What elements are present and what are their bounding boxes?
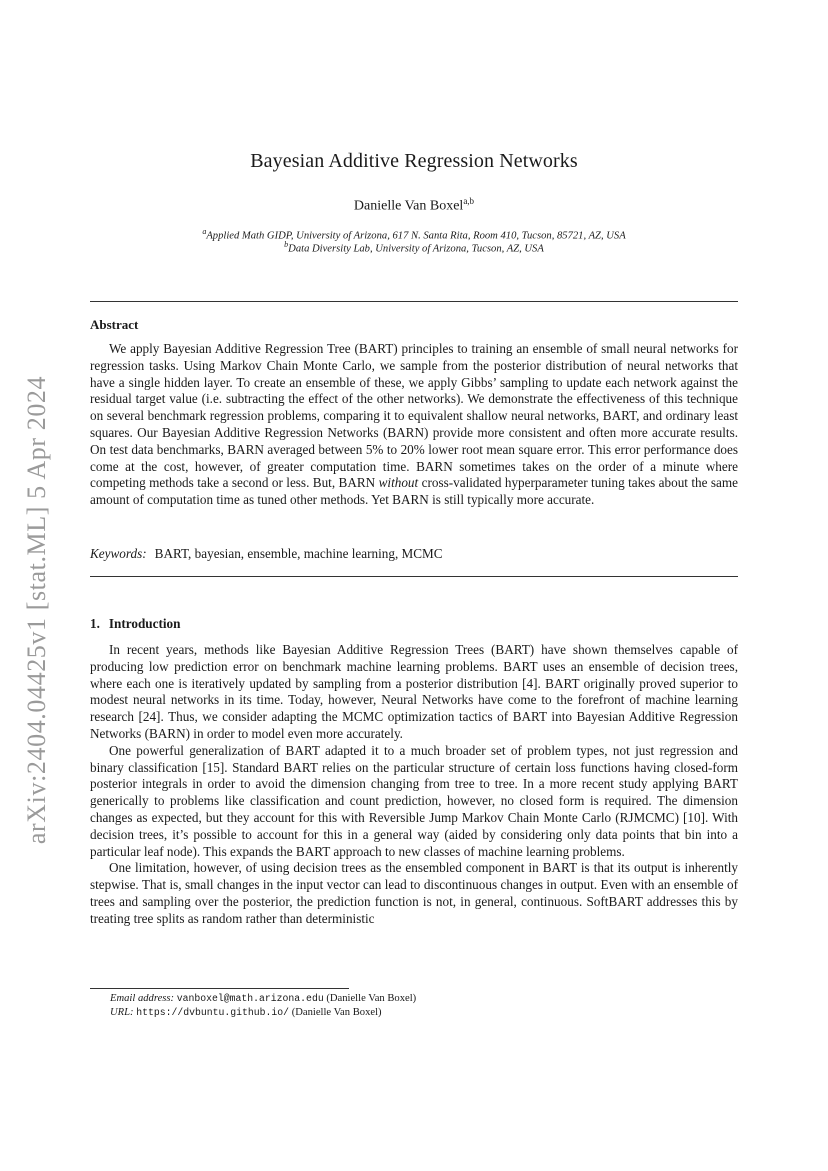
affiliation-b-text: Data Diversity Lab, University of Arizona, Tucson, AZ, USA (288, 243, 544, 255)
affiliation-a-text: Applied Math GIDP, University of Arizona, 617 N. Santa Rita, Room 410, Tucson, 85721, AZ, USA (206, 230, 626, 242)
author-line (90, 196, 738, 215)
abstract-heading: Abstract (90, 317, 139, 332)
email-owner: (Danielle Van Boxel) (326, 993, 417, 1004)
abstract-emphasis: without (378, 475, 419, 491)
affiliation-b-mark: b (284, 240, 289, 249)
author-name: Danielle Van Boxel (353, 198, 464, 214)
keywords-value: BART, bayesian, ensemble, machine learning, MCMC (154, 546, 443, 561)
url-label: URL: (110, 1007, 134, 1018)
footnote-rule (90, 988, 349, 989)
email-address-link[interactable]: vanboxel@math.arizona.edu (176, 993, 324, 1004)
url-owner: (Danielle Van Boxel) (291, 1007, 382, 1018)
arxiv-identifier-text: arXiv:2404.04425v1 [stat.ML] 5 Apr 2024 (22, 375, 51, 845)
introduction-paragraph-1: In recent years, methods like Bayesian Additive Regression Trees (BART) have shown themselves capable of producing low prediction error on benchmark machine learning problems. BART uses an ensemble of decision trees, where each one is iteratively updated by sampling from a posterior distribution [4]. BART originally proved superior to modest neural networks in its time. Today, however, Neural Networks have come to the forefront of machine learning research [24]. Thus, we consider adapting the MCMC optimization tactics of BART into Bayesian Additive Regression Networks (BARN) in order to model even more accurately. (90, 642, 738, 741)
homepage-url-link[interactable]: https://dvbuntu.github.io/ (136, 1007, 290, 1018)
footnote-url (90, 1006, 738, 1020)
email-label: Email address: (110, 993, 175, 1004)
section-number: 1. (90, 616, 100, 631)
arxiv-identifier-stamp (13, 360, 61, 860)
introduction-body (90, 642, 738, 928)
introduction-paragraph-2: One powerful generalization of BART adapted it to a much broader set of problem types, not just regression and binary classification [15]. Standard BART relies on the particular structure of certain loss functions having closed-form posterior integrals in order to avoid the dimension changing from tree to tree. In a more recent study applying BART generically to problems like classification and count prediction, however, no closed form is required. The dimension changes as expected, but they account for this with Reversible Jump Markov Chain Monte Carlo (RJMCMC) [10]. With decision trees, it’s possible to account for this in a general way (aided by considering only data points that bin into a particular leaf node). This expands the BART approach to new classes of machine learning problems. (90, 742, 738, 859)
keywords-label: Keywords: (90, 546, 147, 561)
paper-title: Bayesian Additive Regression Networks (250, 150, 578, 172)
author-affiliation-marks: a,b (463, 196, 475, 206)
footnote-email (90, 992, 738, 1006)
abstract-top-rule (90, 301, 738, 302)
section-heading-introduction (90, 616, 180, 632)
affiliation-b (90, 240, 738, 255)
keywords-line (90, 546, 738, 563)
section-title: Introduction (108, 616, 181, 631)
abstract-text-part-2: cross-validated hyperparameter tuning takes about the same amount of computation time as tuned other methods. Yet BARN is still typically more accurate. (90, 475, 739, 508)
introduction-paragraph-3: One limitation, however, of using decision trees as the ensembled component in BART is that its output is inherently stepwise. That is, small changes in the input vector can lead to discontinuous changes in output. Even with an ensemble of trees and sampling over the posterior, the prediction function is not, in general, continuous. SoftBART addresses this by treating tree splits as random rather than deterministic (90, 860, 738, 926)
abstract-text (90, 341, 738, 509)
abstract-bottom-rule (90, 576, 738, 577)
abstract-text-part-1: We apply Bayesian Additive Regression Tree (BART) principles to training an ensemble of small neural networks for regression tasks. Using Markov Chain Monte Carlo, we sample from the posterior distribution of neural networks that have a single hidden layer. To create an ensemble of these, we apply Gibbs’ sampling to update each network against the residual target value (i.e. subtracting the effect of the other networks). We demonstrate the effectiveness of this technique on several benchmark regression problems, comparing it to equivalent shallow neural networks, BART, and ordinary least squares. Our Bayesian Additive Regression Networks (BARN) provide more consistent and often more accurate results. On test data benchmarks, BARN averaged between 5% to 20% lower root mean square error. This error performance does come at the cost, however, of greater computation time. BARN sometimes takes on the order of a minute where competing methods take a second or less. But, BARN (90, 341, 738, 491)
affiliation-a-mark: a (202, 227, 207, 236)
